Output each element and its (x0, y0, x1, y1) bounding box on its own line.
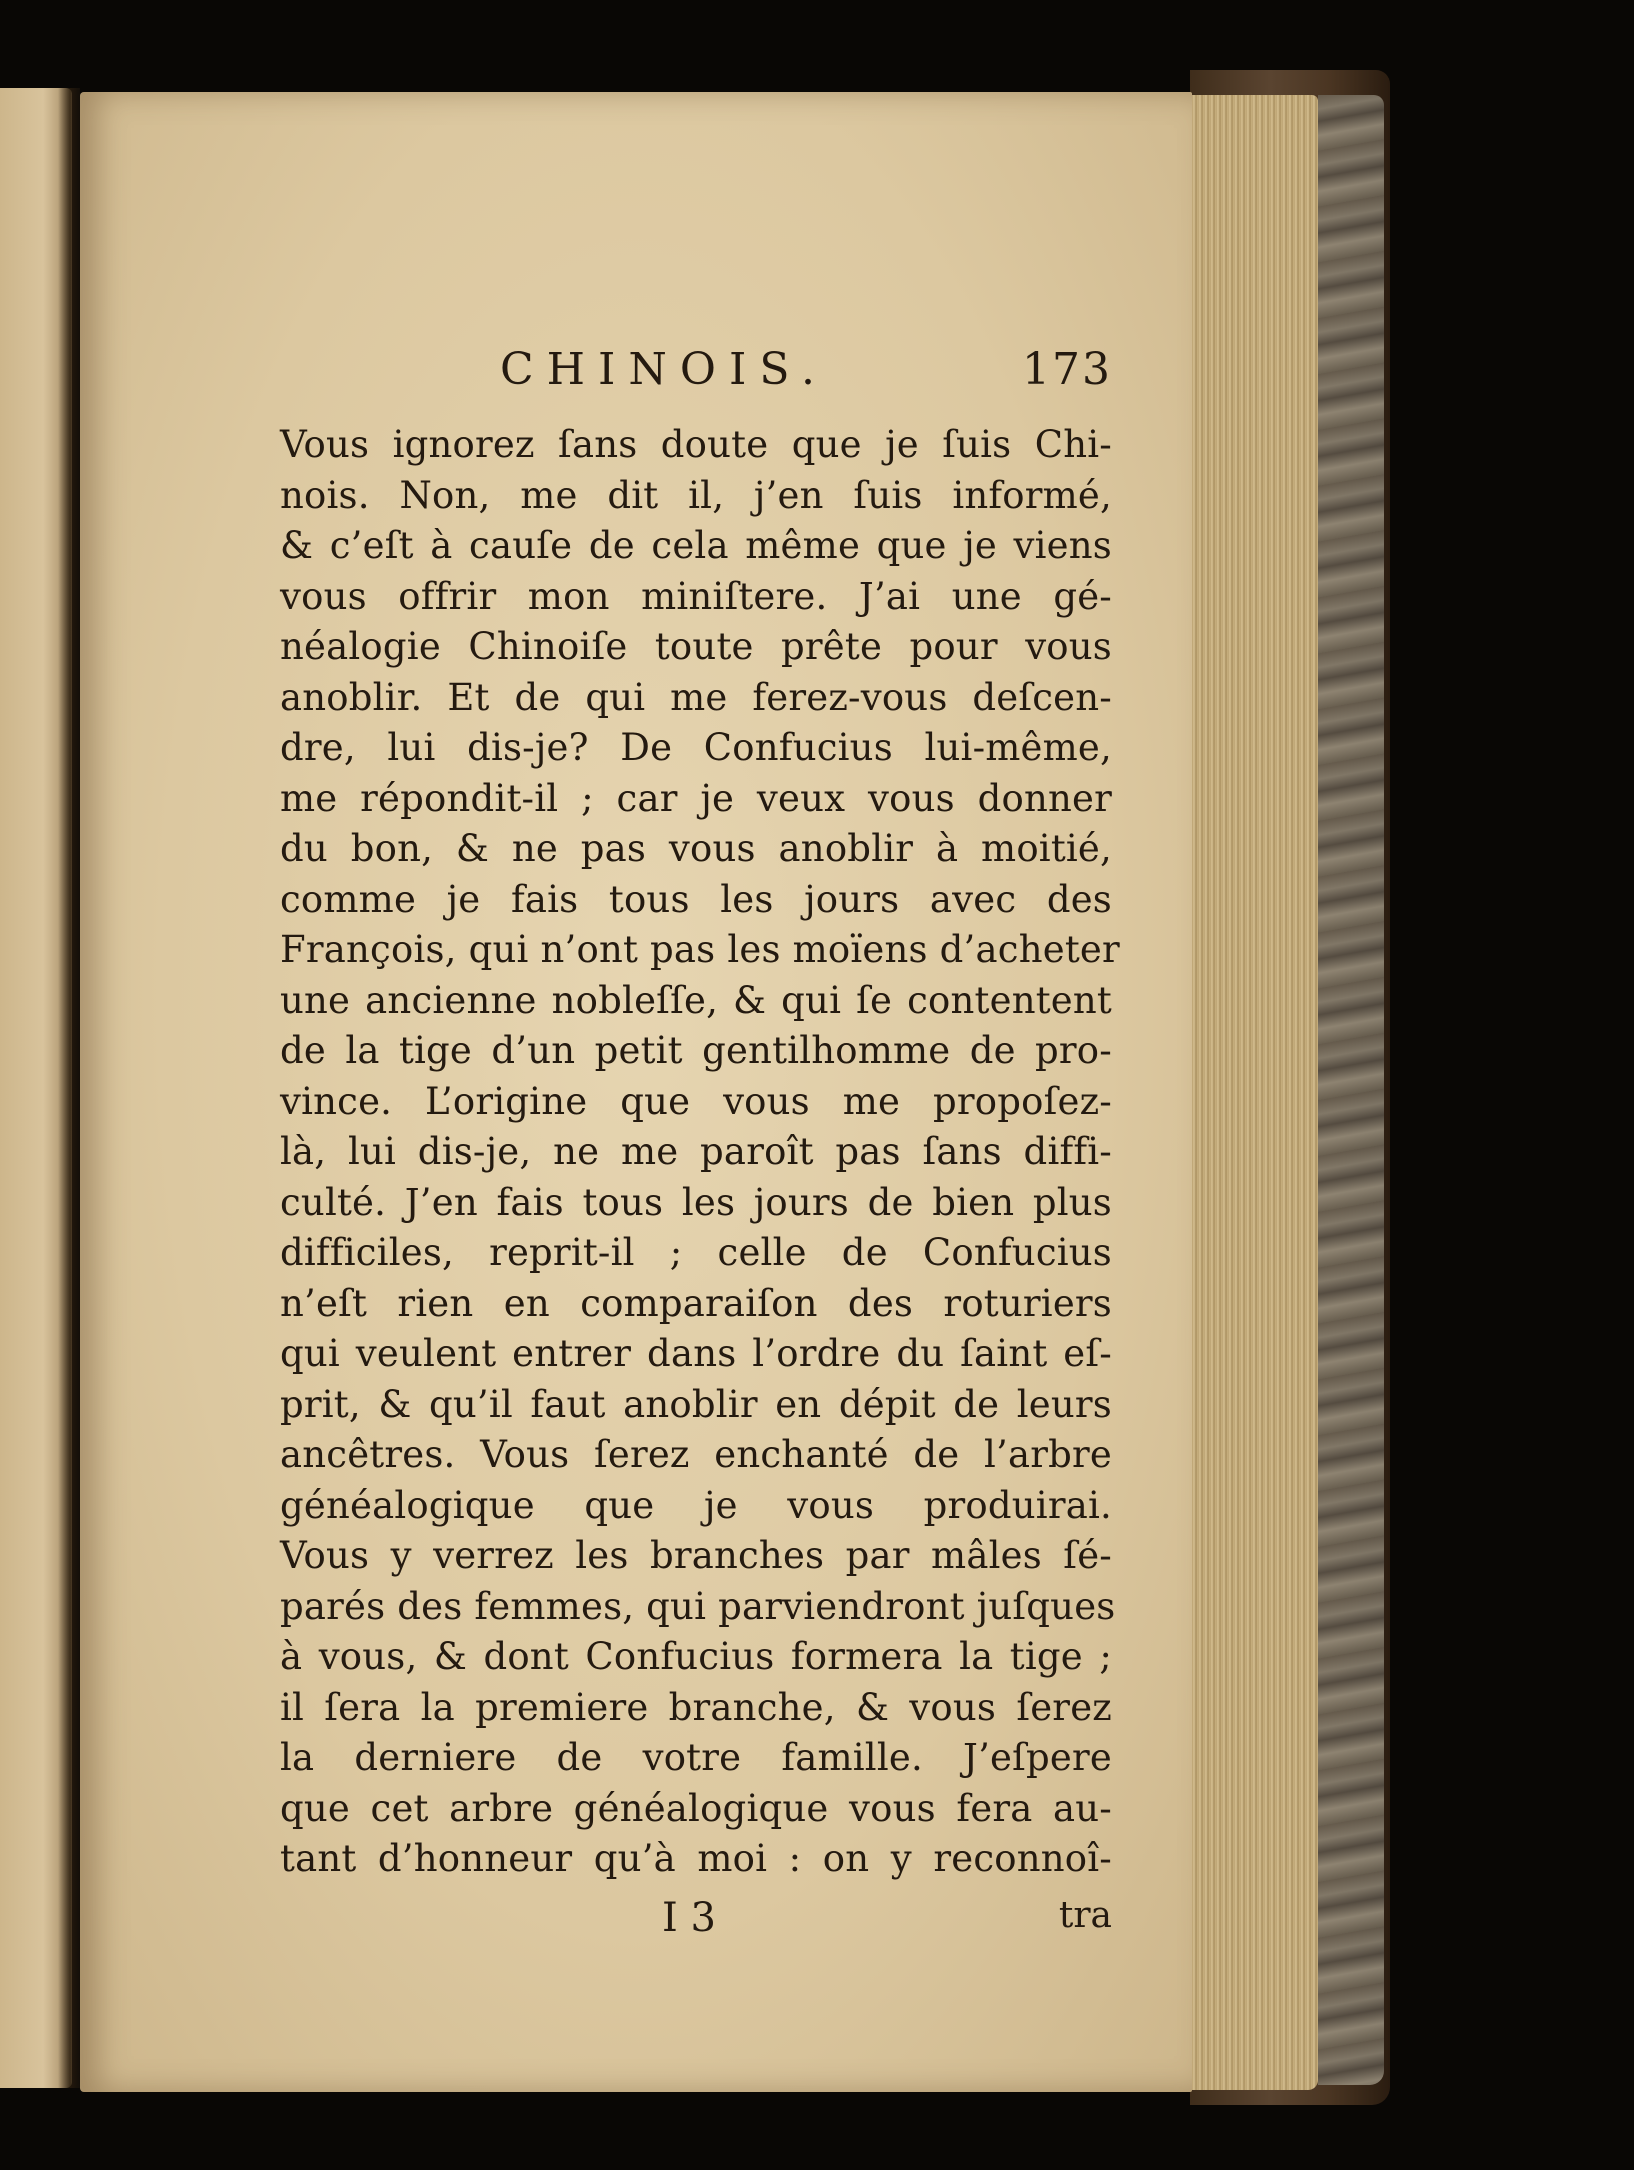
text-line: vous offrir mon miniſtere. J’ai une gé- (280, 574, 1112, 618)
text-line: Vous y verrez les branches par mâles ſé- (280, 1534, 1112, 1577)
text-line: n’eſt rien en comparaiſon des roturiers (280, 1281, 1112, 1325)
signature-mark: I 3 (662, 1894, 716, 1941)
text-line: que cet arbre généalogique vous fera au- (280, 1786, 1112, 1830)
text-line: difficiles, reprit-il ; celle de Confucius (280, 1231, 1112, 1274)
text-line: vince. L’origine que vous me propoſez- (280, 1079, 1112, 1123)
text-block (280, 344, 1120, 1949)
text-line: nois. Non, me dit il, j’en ſuis informé, (280, 473, 1112, 517)
page-number: 173 (1022, 344, 1112, 395)
text-line: tant d’honneur qu’à moi : on y reconnoî- (280, 1837, 1112, 1880)
text-line: du bon, & ne pas vous anoblir à moitié, (280, 827, 1112, 870)
marbled-board (1318, 95, 1384, 2085)
text-line: une ancienne nobleſſe, & qui ſe contentent (280, 978, 1112, 1022)
body-text (280, 420, 1120, 1885)
text-line: culté. J’en fais tous les jours de bien plus (280, 1180, 1112, 1224)
text-line: François, qui n’ont pas les moïens d’acheter (280, 928, 1120, 971)
page-fore-edge (1192, 95, 1318, 2090)
page-footer (280, 1889, 1112, 1949)
text-line: me répondit-il ; car je veux vous donner (280, 776, 1112, 820)
text-line: & c’eſt à cauſe de cela même que je viens (280, 524, 1112, 567)
running-title: CHINOIS. (500, 344, 828, 395)
text-line: prit, & qu’il faut anoblir en dépit de leurs (280, 1382, 1112, 1426)
running-head (280, 344, 1112, 420)
text-line: néalogie Chinoiſe toute prête pour vous (280, 625, 1112, 668)
gutter-shadow (58, 88, 80, 2088)
text-line: comme je fais tous les jours avec des (280, 877, 1112, 921)
text-line: dre, lui dis-je? De Confucius lui-même, (280, 726, 1112, 769)
text-line: la derniere de votre famille. J’eſpere (280, 1736, 1112, 1779)
book-page (80, 92, 1192, 2092)
text-line: Vous ignorez ſans doute que je ſuis Chi- (280, 423, 1112, 466)
text-line: anoblir. Et de qui me ferez-vous deſcen- (280, 675, 1112, 719)
text-line: il ſera la premiere branche, & vous ſerez (280, 1685, 1112, 1729)
text-line: qui veulent entrer dans l’ordre du ſaint eſ- (280, 1332, 1112, 1375)
text-line: généalogique que je vous produirai. (280, 1483, 1112, 1527)
text-line: parés des femmes, qui parviendront juſques (280, 1584, 1116, 1628)
catchword: tra (1058, 1894, 1112, 1936)
text-line: ancêtres. Vous ſerez enchanté de l’arbre (280, 1433, 1112, 1476)
text-line: là, lui dis-je, ne me paroît pas ſans diffi- (280, 1130, 1112, 1173)
text-line: à vous, & dont Confucius formera la tige ; (280, 1635, 1112, 1678)
text-line: de la tige d’un petit gentilhomme de pro- (280, 1029, 1112, 1072)
